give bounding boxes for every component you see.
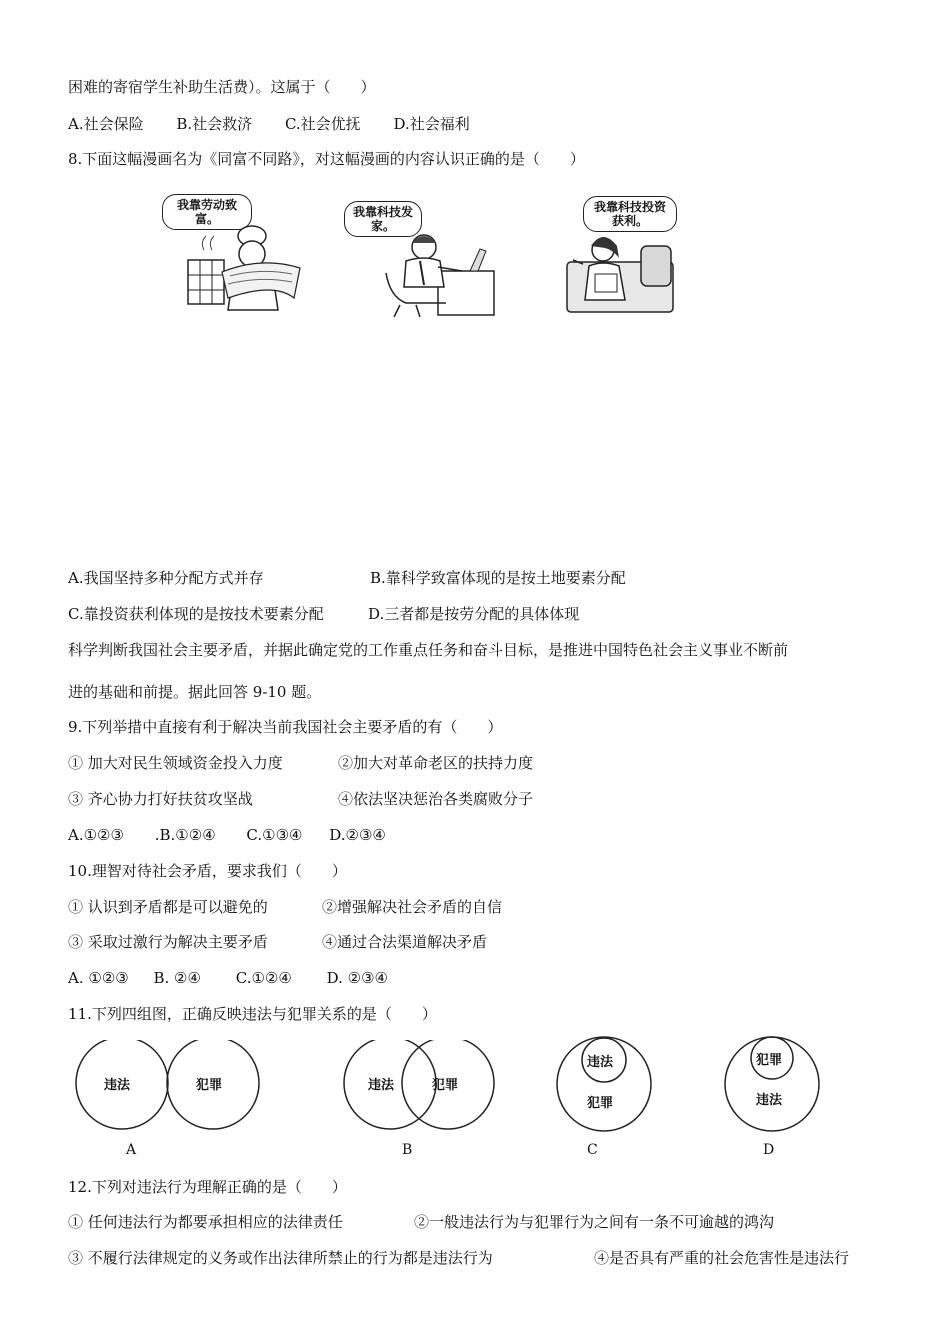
diagram-c-letter: C [587, 1142, 598, 1158]
venn-diagram-b [338, 1040, 498, 1130]
diagram-d-letter: D [763, 1142, 775, 1158]
q10-item-2: ②增强解决社会矛盾的自信 [322, 898, 503, 916]
q12-item-4: ④是否具有严重的社会危害性是违法行 [594, 1249, 850, 1267]
q9-stem: 9.下列举措中直接有利于解决当前我国社会主要矛盾的有（ ） [68, 718, 503, 736]
venn-diagram-a [70, 1040, 270, 1130]
q9-item-4: ④依法坚决惩治各类腐败分子 [338, 790, 534, 808]
chef-illustration [160, 190, 320, 320]
q12-items-row1 [68, 1212, 774, 1232]
q7-option-b: B.社会救济 [176, 115, 253, 133]
q8-option-a: A.我国坚持多种分配方式并存 [68, 569, 264, 587]
intro-line-2: 进的基础和前提。据此回答 9-10 题。 [68, 683, 322, 701]
office-worker-illustration [340, 195, 500, 320]
q7-option-c: C.社会优抚 [284, 115, 361, 133]
q9-option-d: D.②③④ [329, 826, 386, 844]
speech-bubble-investment: 我靠科技投资获利。 [583, 196, 677, 232]
cartoon-investor-panel [555, 192, 685, 320]
diagram-d-inner-label: 犯罪 [756, 1053, 783, 1068]
q8-options-row1 [68, 568, 626, 588]
speech-bubble-technology: 我靠科技发家。 [344, 201, 422, 237]
diagram-b-label-illegal: 违法 [368, 1078, 395, 1093]
q10-item-4: ④通过合法渠道解决矛盾 [322, 933, 488, 951]
q10-option-d: D. ②③④ [326, 969, 388, 987]
q12-item-3: ③ 不履行法律规定的义务或作出法律所禁止的行为都是违法行为 [68, 1249, 493, 1267]
q12-item-2: ②一般违法行为与犯罪行为之间有一条不可逾越的鸿沟 [414, 1213, 775, 1231]
venn-diagram-c [552, 1036, 662, 1132]
q9-option-a: A.①②③ [68, 826, 124, 844]
intro-line-1: 科学判断我国社会主要矛盾，并据此确定党的工作重点任务和奋斗目标，是推进中国特色社会主义事业不断前 [68, 641, 789, 659]
q8-option-d: D.三者都是按劳分配的具体体现 [368, 605, 580, 623]
q11-stem: 11.下列四组图，正确反映违法与犯罪关系的是（ ） [68, 1005, 437, 1023]
q12-stem: 12.下列对违法行为理解正确的是（ ） [68, 1178, 347, 1196]
q9-item-3: ③ 齐心协力打好扶贫攻坚战 [68, 790, 253, 808]
q9-options [68, 825, 386, 845]
diagram-c-outer-label: 犯罪 [587, 1096, 614, 1111]
q9-item-2: ②加大对革命老区的扶持力度 [338, 754, 534, 772]
q10-options [68, 968, 388, 988]
q10-option-c: C.①②④ [235, 969, 292, 987]
q7-options [68, 114, 470, 134]
q9-option-b: .B.①②④ [154, 826, 216, 844]
q7-stem-continuation: 困难的寄宿学生补助生活费）。这属于（ ） [68, 78, 376, 96]
diagram-a-label-illegal: 违法 [104, 1078, 131, 1093]
q10-item-3: ③ 采取过激行为解决主要矛盾 [68, 933, 268, 951]
q7-option-d: D.社会福利 [393, 115, 470, 133]
investor-illustration [555, 192, 685, 320]
q9-items-row2 [68, 789, 533, 809]
speech-bubble-labor: 我靠劳动致富。 [162, 194, 252, 230]
diagram-a-letter: A [126, 1142, 137, 1158]
q9-items-row1 [68, 753, 533, 773]
q10-items-row1 [68, 897, 502, 917]
cartoon-chef-panel [160, 190, 320, 320]
q10-option-a: A. ①②③ [68, 969, 129, 987]
q12-items-row2 [68, 1248, 849, 1268]
q10-items-row2 [68, 932, 487, 952]
q8-option-b: B.靠科学致富体现的是按土地要素分配 [370, 569, 626, 587]
diagram-d-outer-label: 违法 [756, 1093, 783, 1108]
q10-item-1: ① 认识到矛盾都是可以避免的 [68, 898, 268, 916]
q9-option-c: C.①③④ [246, 826, 303, 844]
q7-option-a: A.社会保险 [68, 115, 144, 133]
diagram-b-letter: B [402, 1142, 413, 1158]
q12-item-1: ① 任何违法行为都要承担相应的法律责任 [68, 1213, 343, 1231]
q9-item-1: ① 加大对民生领域资金投入力度 [68, 754, 283, 772]
q10-option-b: B. ②④ [153, 969, 201, 987]
q10-stem: 10.理智对待社会矛盾，要求我们（ ） [68, 862, 347, 880]
q8-options-row2 [68, 604, 579, 624]
diagram-a-label-crime: 犯罪 [196, 1078, 223, 1093]
q8-option-c: C.靠投资获利体现的是按技术要素分配 [68, 605, 324, 623]
cartoon-office-panel [340, 195, 500, 320]
q8-stem: 8.下面这幅漫画名为《同富不同路》，对这幅漫画的内容认识正确的是（ ） [68, 150, 585, 168]
diagram-c-inner-label: 违法 [587, 1055, 614, 1070]
diagram-b-label-crime: 犯罪 [432, 1078, 459, 1093]
venn-diagram-d [720, 1036, 830, 1132]
